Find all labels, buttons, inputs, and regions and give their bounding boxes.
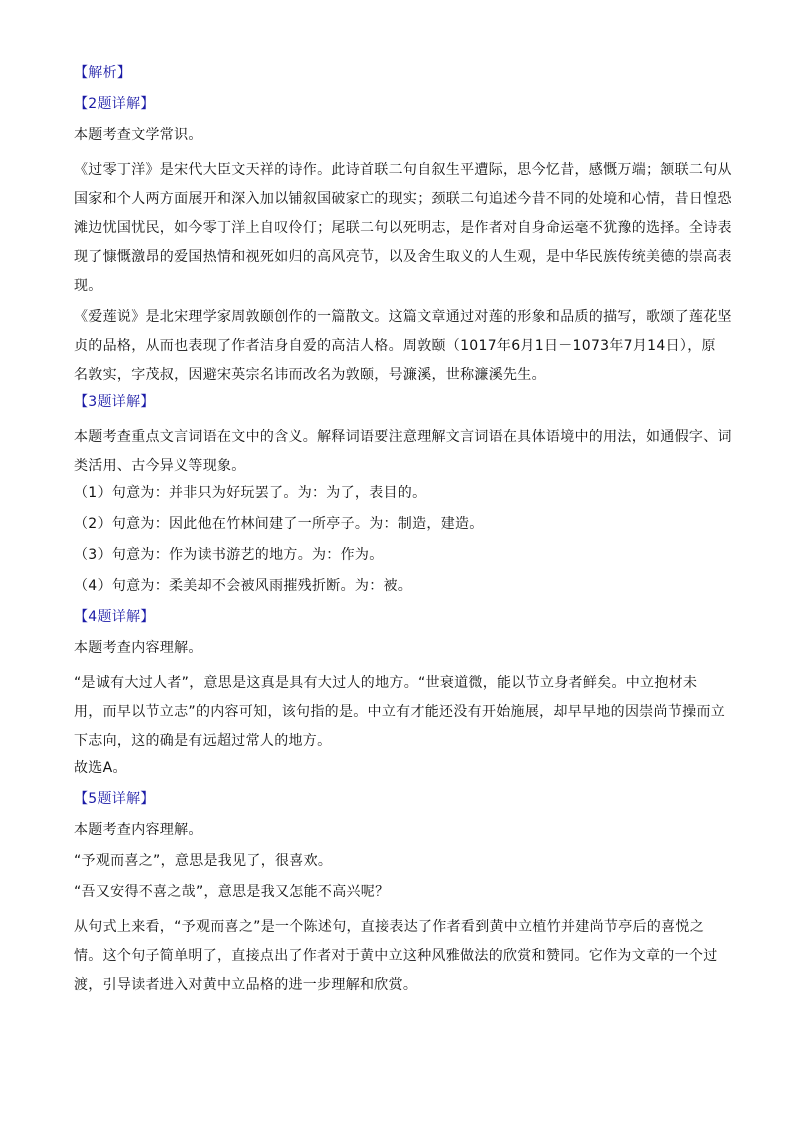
q2-p2-line: 名敦实，字茂叔，因避宋英宗名讳而改名为敦颐，号濂溪，世称濂溪先生。 xyxy=(74,367,546,383)
q2-intro: 本题考查文学常识。 xyxy=(74,127,203,143)
q2-heading: 【2题详解】 xyxy=(74,96,155,112)
q3-heading: 【3题详解】 xyxy=(74,394,155,410)
q5-p-line: 情。这个句子简单明了，直接点出了作者对于黄中立这种风雅做法的欣赏和赞同。它作为文章的一个过 xyxy=(74,948,718,964)
q2-paragraph-guolingdingyang xyxy=(74,156,732,301)
q3-item-3: （3）句意为：作为读书游艺的地方。为：作为。 xyxy=(74,547,384,563)
q3-item-4: （4）句意为：柔美却不会被风雨摧残折断。为：被。 xyxy=(74,578,413,594)
q5-p-line: 从句式上来看，“予观而喜之”是一个陈述句，直接表达了作者看到黄中立植竹并建尚节亭后的喜悦之 xyxy=(74,919,705,935)
q3-intro xyxy=(74,423,732,481)
q3-item-2: （2）句意为：因此他在竹林间建了一所亭子。为：制造，建造。 xyxy=(74,516,484,532)
q3-item-1: （1）句意为：并非只为好玩罢了。为：为了，表目的。 xyxy=(74,485,427,501)
q4-paragraph xyxy=(74,669,724,756)
q5-paragraph xyxy=(74,913,724,1000)
q4-intro: 本题考查内容理解。 xyxy=(74,640,203,656)
q3-intro-line: 类活用、古今异义等现象。 xyxy=(74,458,246,474)
q3-intro-line: 本题考查重点文言词语在文中的含义。解释词语要注意理解文言词语在具体语境中的用法，如通假字、词 xyxy=(74,429,732,445)
q2-p1-line: 国家和个人两方面展开和深入加以铺叙国破家亡的现实；颈联二句追述今昔不同的处境和心情，昔日惶恐 xyxy=(74,191,732,207)
q2-p1-line: 现。 xyxy=(74,278,103,294)
q2-paragraph-ailianshuo xyxy=(74,303,732,390)
q2-p1-line: 滩边忧国忧民，如今零丁洋上自叹伶仃；尾联二句以死明志，是作者对自身命运毫不犹豫的选择。全诗表 xyxy=(74,220,732,236)
q4-p-line: “是诚有大过人者”，意思是这真是具有大过人的地方。“世衰道微，能以节立身者鲜矣。中立抱材未 xyxy=(74,675,698,691)
document-page xyxy=(74,63,732,1002)
q5-quote-2: “吾又安得不喜之哉”，意思是我又怎能不高兴呢？ xyxy=(74,884,390,900)
analysis-heading: 【解析】 xyxy=(74,65,132,81)
q4-heading: 【4题详解】 xyxy=(74,609,155,625)
q2-p2-line: 贞的品格，从而也表现了作者洁身自爱的高洁人格。周敦颐（1017年6月1日－1073年7月14日），原 xyxy=(74,338,716,354)
q2-p1-line: 《过零丁洋》是宋代大臣文天祥的诗作。此诗首联二句自叙生平遭际，思今忆昔，感慨万端；颔联二句从 xyxy=(74,162,732,178)
q5-quote-1: “予观而喜之”，意思是我见了，很喜欢。 xyxy=(74,853,333,869)
q4-answer: 故选A。 xyxy=(74,760,127,776)
q5-intro: 本题考查内容理解。 xyxy=(74,822,203,838)
q4-p-line: 用，而早以节立志”的内容可知，该句指的是。中立有才能还没有开始施展，却早早地的因崇尚节操而立 xyxy=(74,704,726,720)
q5-heading: 【5题详解】 xyxy=(74,791,155,807)
q4-p-line: 下志向，这的确是有远超过常人的地方。 xyxy=(74,733,332,749)
q2-p2-line: 《爱莲说》是北宋理学家周敦颐创作的一篇散文。这篇文章通过对莲的形象和品质的描写，歌颂了莲花坚 xyxy=(74,309,732,325)
q5-p-line: 渡，引导读者进入对黄中立品格的进一步理解和欣赏。 xyxy=(74,977,418,993)
q2-p1-line: 现了慷慨激昂的爱国热情和视死如归的高风亮节，以及舍生取义的人生观，是中华民族传统美德的崇高表 xyxy=(74,249,732,265)
